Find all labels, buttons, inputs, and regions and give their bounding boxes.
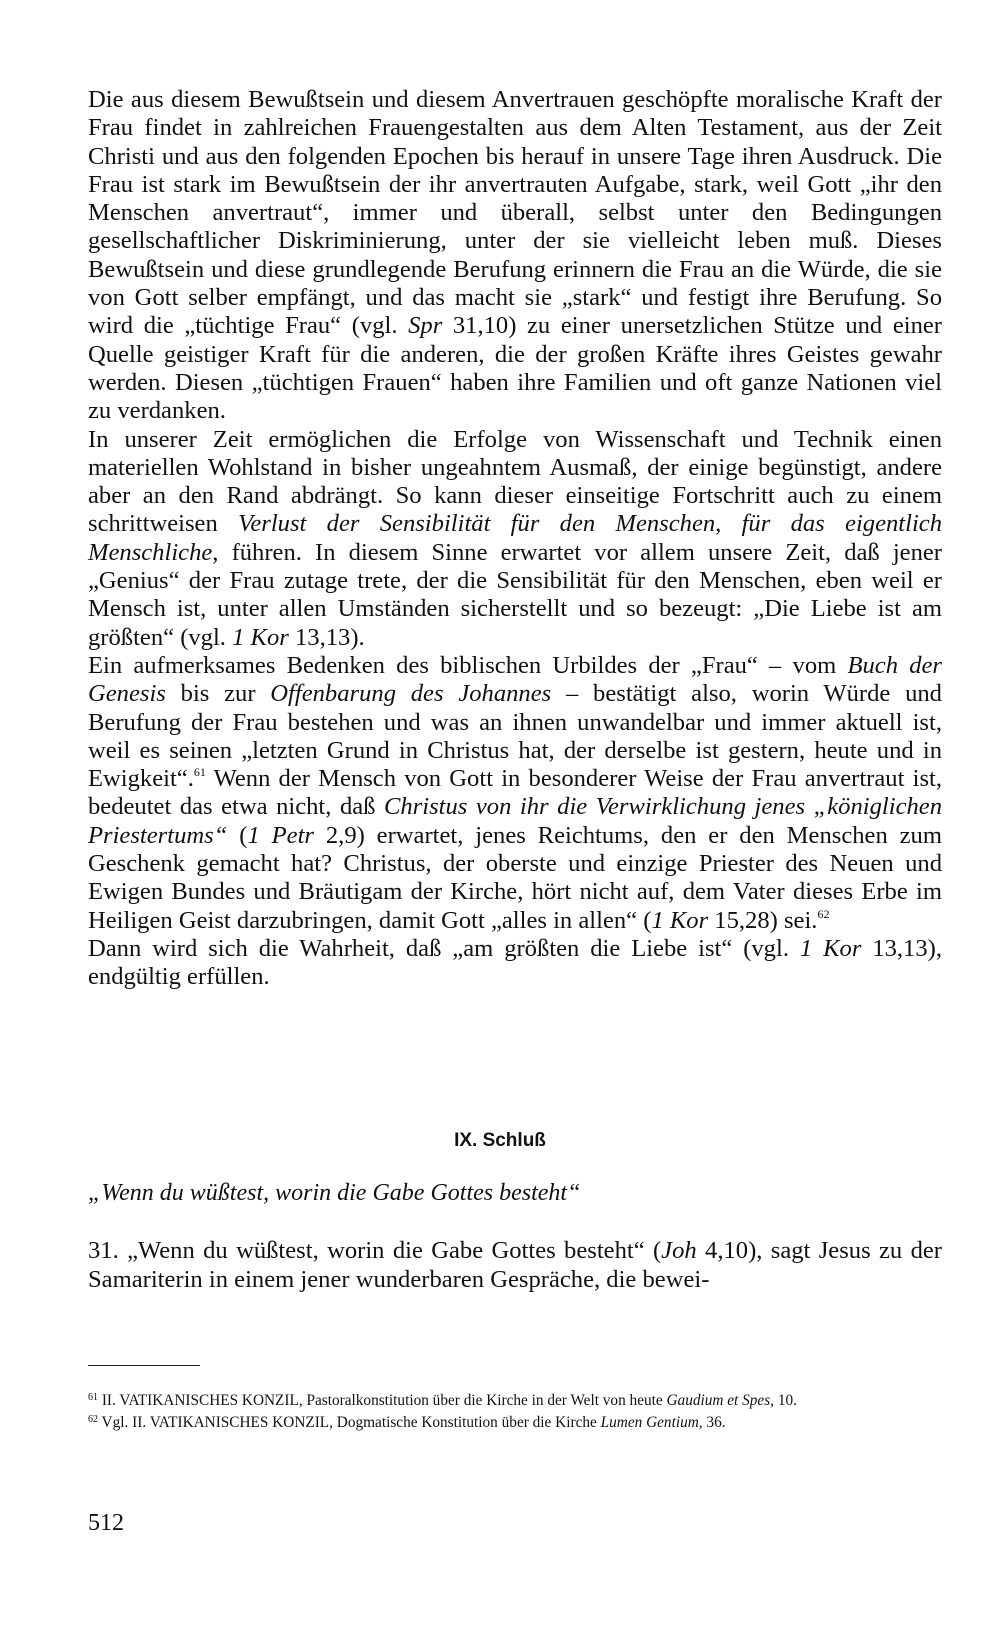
bible-reference: 1 Kor	[232, 623, 289, 651]
text-run: In unserer Zeit ermöglichen die Erfolge von Wissenschaft und Technik einen materiellen Wohlstand in bisher ungeahntem Ausmaß, der einige begünstigt, andere aber an den Rand abdrängt. So kann dieser einseitige Fortschritt auch zu einem schrittweisen	[88, 425, 942, 538]
text-run: Dann wird sich die Wahrheit, daß „am größten die Liebe ist“ (vgl.	[88, 934, 800, 962]
text-run: 15,28) sei.	[708, 906, 818, 934]
document-title: Lumen Gentium,	[600, 1414, 703, 1431]
text-run: Die aus diesem Bewußtsein und diesem Anvertrauen geschöpfte moralische Kraft der Frau findet in zahlreichen Frauengestalten aus dem Alten Testament, aus der Zeit Christi und aus den folgenden Epochen bis herauf in unsere Tage ihren Ausdruck. Die Frau ist stark im Bewußtsein der ihr anvertrauten Aufgabe, stark, weil Gott „ihr den Menschen anvertraut“, immer und überall, selbst unter den Bedingungen gesellschaftlicher Diskriminierung, unter der sie vielleicht leben muß. Dieses Bewußtsein und diese grundlegende Berufung erinnern die Frau an die Würde, die sie von Gott selber empfängt, und das macht sie „stark“ und festigt ihre Berufung. So wird die „tüchtige Frau“ (vgl.	[88, 86, 942, 340]
emphasis: Verlust der Sensibilität für den Menschen, für das eigentlich Menschliche,	[88, 510, 942, 566]
text-run: Wenn der Mensch von Gott in besonderer Weise der Frau anvertraut ist, bedeutet das etwa nicht, daß	[88, 765, 942, 821]
footnote-text: Vgl. II. VATIKANISCHES KONZIL, Dogmatische Konstitution über die Kirche	[98, 1414, 601, 1431]
paragraph-31	[88, 1236, 942, 1294]
text-run: 31. „Wenn du wüßtest, worin die Gabe Gottes besteht“ (	[88, 1237, 662, 1264]
text-run: 4,10), sagt Jesus zu der Samariterin in einem jener wunderbaren Gespräche, die bewei-	[88, 1237, 942, 1293]
footnote-end: 36.	[702, 1414, 726, 1431]
text-run: 31,10) zu einer unersetzlichen Stütze und einer Quelle geistiger Kraft für die anderen, die der großen Kräfte ihres Geistes gewahr werden. Diesen „tüchtigen Frauen“ haben ihre Familien und oft ganze Nationen viel zu verdanken.	[88, 312, 942, 425]
text-run: bis zur	[165, 680, 271, 708]
text-run: – bestätigt also, worin Würde und Berufung der Frau bestehen und was an ihnen unwandelbar und immer aktuell ist, weil es seinen „letzten Grund in Christus hat, der derselbe ist gestern, heute und in Ewigkeit“.	[88, 680, 942, 793]
footnote-end: 10.	[774, 1392, 797, 1409]
footnote-number: 61	[88, 1392, 98, 1403]
text-run: 13,13).	[288, 623, 365, 651]
text-run: (	[227, 821, 248, 849]
book-title: Buch der Genesis	[88, 651, 943, 708]
emphasis: Christus von ihr die Verwirklichung jenes „königlichen Priestertums“	[88, 793, 942, 849]
footnote-marker-61[interactable]: 61	[193, 765, 206, 780]
bible-reference: 1 Kor	[799, 934, 862, 962]
paragraph-2	[88, 426, 942, 652]
bible-reference: Joh	[661, 1237, 697, 1264]
document-title: Gaudium et Spes,	[666, 1392, 774, 1409]
body-text	[88, 86, 942, 992]
footnote-61	[88, 1388, 942, 1410]
text-run: 2,9) erwartet, jenes Reichtums, den er den Menschen zum Geschenk gemacht hat? Christus, der oberste und einzige Priester des Neuen und Ewigen Bundes und Bräutigam der Kirche, hört nicht auf, dem Vater dieses Erbe im Heiligen Geist darzubringen, damit Gott „alles in allen“ (	[88, 821, 942, 934]
bible-reference: 1 Petr	[247, 821, 314, 849]
text-run: führen. In diesem Sinne erwartet vor allem unsere Zeit, daß jener „Genius“ der Frau zutage trete, der die Sensibilität für den Menschen, eben weil er Mensch ist, unter allen Umständen sicherstellt und so bezeugt: „Die Liebe ist am größten“ (vgl.	[88, 538, 942, 651]
section-heading: IX. Schluß	[454, 1130, 546, 1151]
page-number: 512	[88, 1510, 124, 1536]
bible-reference: 1 Kor	[651, 906, 709, 934]
bible-reference: Spr	[408, 312, 443, 340]
footnote-marker-62[interactable]: 62	[817, 906, 830, 921]
footnotes	[88, 1388, 942, 1432]
section-subtitle: „Wenn du wüßtest, worin die Gabe Gottes besteht“	[88, 1180, 581, 1206]
text-run: 13,13), endgültig erfüllen.	[88, 934, 942, 991]
paragraph-1	[88, 86, 942, 426]
footnote-divider	[88, 1365, 200, 1366]
footnote-62	[88, 1410, 942, 1432]
paragraph-3	[88, 652, 942, 935]
text-run: Ein aufmerksames Bedenken des biblischen Urbildes der „Frau“ – vom	[88, 651, 848, 679]
book-title: Offenbarung des Johannes	[270, 680, 552, 708]
footnote-text: II. VATIKANISCHES KONZIL, Pastoralkonstitution über die Kirche in der Welt von heute	[98, 1392, 667, 1409]
footnote-number: 62	[88, 1414, 98, 1425]
paragraph-4	[88, 935, 942, 992]
